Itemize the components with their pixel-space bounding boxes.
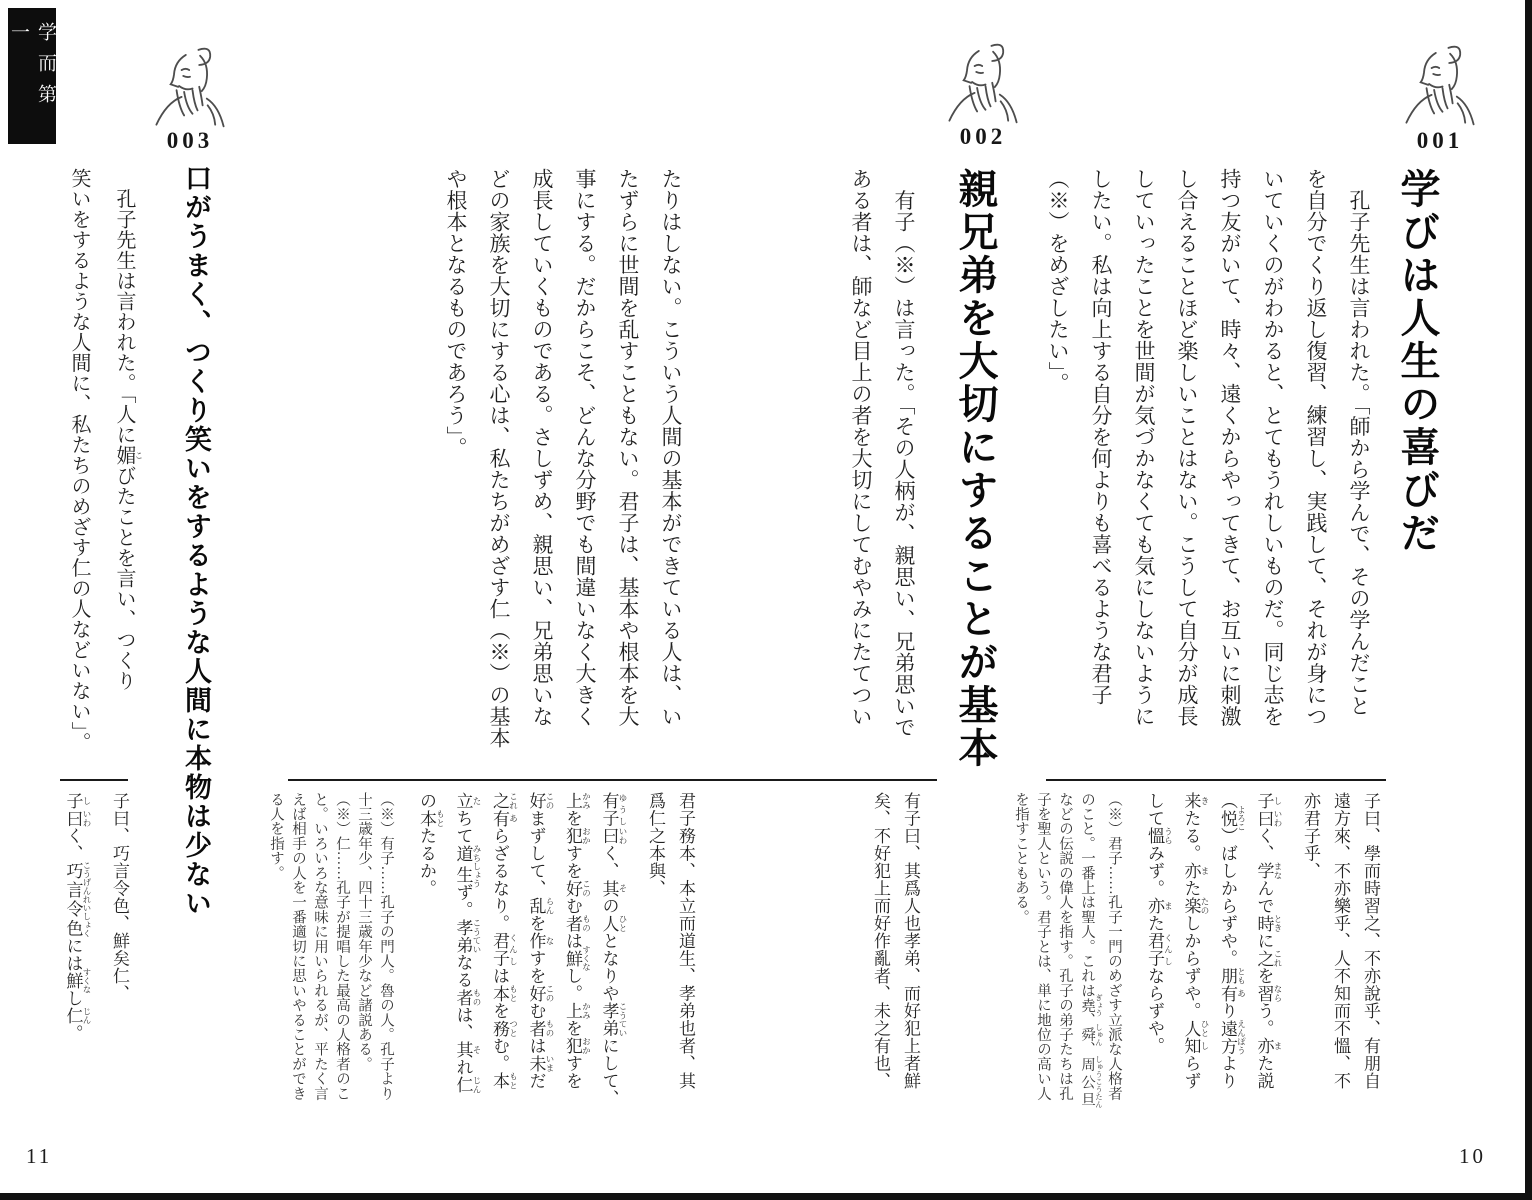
text-column: 之 これ有 あらざるなり。君子 くんしは本 もとを務 つとむ。本 もと [490,792,519,1090]
classical-text-block [1010,792,1385,1170]
text-column: 笑いをするような人間に、私たちのめざす仁の人などいない」。 [68,168,90,753]
confucius-portrait-icon [148,44,232,132]
text-column: 有子曰、其爲人也孝弟、而好犯上者鮮 [901,792,920,1090]
text-column: 来 きたる。亦 また楽 たのしからずや。人 ひと知 しらず [1181,792,1210,1090]
classical-text-block [265,792,700,1170]
chapter-tab [8,8,56,144]
text-column: （※）君子……孔子一門のめざす立派な人格者 [1106,792,1122,1101]
text-column: 遠方來、不亦樂乎、人不知而不慍、不 [1331,792,1350,1090]
text-column: して慍 うらみず。亦 また君子 くんしならずや。 [1145,792,1174,1055]
text-column: を自分でくり返し復習、練習し、実践して、それが身につ [1304,168,1328,727]
yomikudashi-columns [409,792,628,1170]
text-column: し合えることほど楽しいことはない。こうして自分が成長 [1175,168,1199,727]
text-column: 子 し曰 いわく、学 まなんで時 ときに之 これを習 ならう。亦 また説 [1254,792,1283,1090]
text-column: 事にする。だからこそ、どんな分野でも間違いなく大きく [573,168,597,727]
yomikudashi-columns [1137,792,1283,1170]
text-column: 子曰、學而時習之、不亦說乎、有朋自 [1361,792,1380,1090]
text-column: などの伝説の偉人を指す。孔子の弟子たちは孔 [1057,792,1073,1101]
text-column: 爲仁之本與、 [646,792,665,897]
text-column: 矣、不好犯上而好作亂者、未之有也、 [871,792,890,1090]
separator-rule [60,779,128,781]
kanbun-columns [1295,792,1385,1170]
page-edge-bottom [0,1193,1532,1200]
text-column: 好 このまずして、乱 らんを作 なすを好 このむ者 ものは未 いまだ [526,792,555,1090]
section-title: 口がうまく、つくり笑いをするような人間に本物は少ない [181,164,211,918]
section-number: 003 [166,128,214,153]
text-column: 持つ友がいて、時々、遠くからやってきて、お互いに刺激 [1218,168,1242,727]
text-column: 十三歳年少、四十三歳年少など諸説ある。 [356,792,372,1072]
kanbun-columns-right-page [865,792,925,1170]
notes-columns [1010,792,1125,1170]
text-column: のこと。一番上は聖人。これは堯 ぎょう、舜 しゅん、周公旦 しゅうこうたん [1079,792,1104,1108]
page-number-left: 11 [26,1144,53,1168]
text-column: を指すこともある。 [1013,792,1029,925]
text-column: どの家族を大切にする心は、私たちがめざす仁（※）の基本 [487,168,511,749]
text-column: 有子（※）は言った。「その人柄が、親思い、兄弟思いで [892,168,916,738]
section-number: 002 [959,124,1007,149]
kanbun-columns [104,792,134,1170]
separator-rule [288,779,937,781]
classical-text-block [56,792,135,1170]
text-column: る人を指す。 [268,792,284,881]
text-column: 成長していくものである。さしずめ、親思い、兄弟思いな [530,168,554,727]
text-column: ある者は、師など目上の者を大切にしてむやみにたてつい [849,168,873,727]
confucius-portrait-icon [1398,40,1482,128]
text-column: （※）仁……孔子が提唱した最高の人格者のこ [334,792,350,1101]
translation-columns [56,168,146,808]
text-column: 有子 ゆうし曰 いわく、其 その人 ひととなりや孝弟 こうていにして、 [599,792,628,1107]
text-column: 孔子先生は言われた。「師から学んで、その学んだこと [1347,168,1371,717]
text-column: 子曰、巧言令色、鮮矣仁、 [110,792,129,1002]
text-column: たずらに世間を乱すこともない。君子は、基本や根本を大 [616,168,640,727]
text-column: や根本となるものであろう」。 [444,168,468,459]
page-number-right: 10 [1459,1144,1486,1168]
text-column: 子 し曰 いわく、巧言令色 こうげんれいしょくには鮮 すくなし仁 じん。 [63,792,92,1042]
text-column: いていくのがわかると、とてもうれしいものだ。同じ志を [1261,168,1285,727]
text-column: 亦君子乎、 [1301,792,1320,880]
text-column: （※）有子……孔子の門人。魯の人。孔子より [378,792,394,1101]
text-column: と。いろいろな意味に用いられるが、平たく言 [312,792,328,1101]
text-column: たりはしない。こういう人間の基本ができている人は、い [659,168,683,727]
confucius-portrait-icon [941,40,1025,128]
kanbun-columns-left-page [640,792,700,1170]
translation-columns-left-page [434,168,692,780]
text-column: していったことを世間が気づかなくても気にしないように [1132,168,1156,727]
text-column: （悦 よろこ）ばしからずや。朋 とも有 あり遠方 えんぽうより [1218,792,1247,1090]
text-column: 孔子先生は言われた。「人に媚 こびたことを言い、つくり [113,168,144,691]
text-column: 子を聖人という。君子とは、単に地位の高い人 [1035,792,1051,1101]
text-column: の本 もとたるか。 [417,792,446,897]
page-edge-right [1525,0,1532,1200]
notes-columns [265,792,397,1170]
text-column: （※）をめざしたい」。 [1046,168,1070,394]
separator-rule [1046,779,1386,781]
section-title: 学びは人生の喜びだ [1395,168,1440,555]
translation-columns-right-page [839,168,925,780]
text-column: 上 かみを犯 おかすを好 このむ者 ものは鮮 すくなし。上 かみを犯 おかすを [563,792,592,1090]
text-column: 君子務本、本立而道生、孝弟也者、其 [676,792,695,1090]
text-column: したい。私は向上する自分を何よりも喜べるような君子 [1089,168,1113,706]
section-number: 001 [1416,128,1464,153]
yomikudashi-columns [56,792,93,1170]
section-title: 親兄弟を大切にすることが基本 [953,168,998,770]
text-column: 立 たちて道 みち生 しょうず。孝弟 こうていなる者 ものは、其 それ仁 じん [453,792,482,1094]
text-column: えば相手の人を一番適切に思いやることができ [290,792,306,1101]
translation-columns [1036,168,1380,780]
chapter-tab-label: 学而第一 [8,22,56,115]
